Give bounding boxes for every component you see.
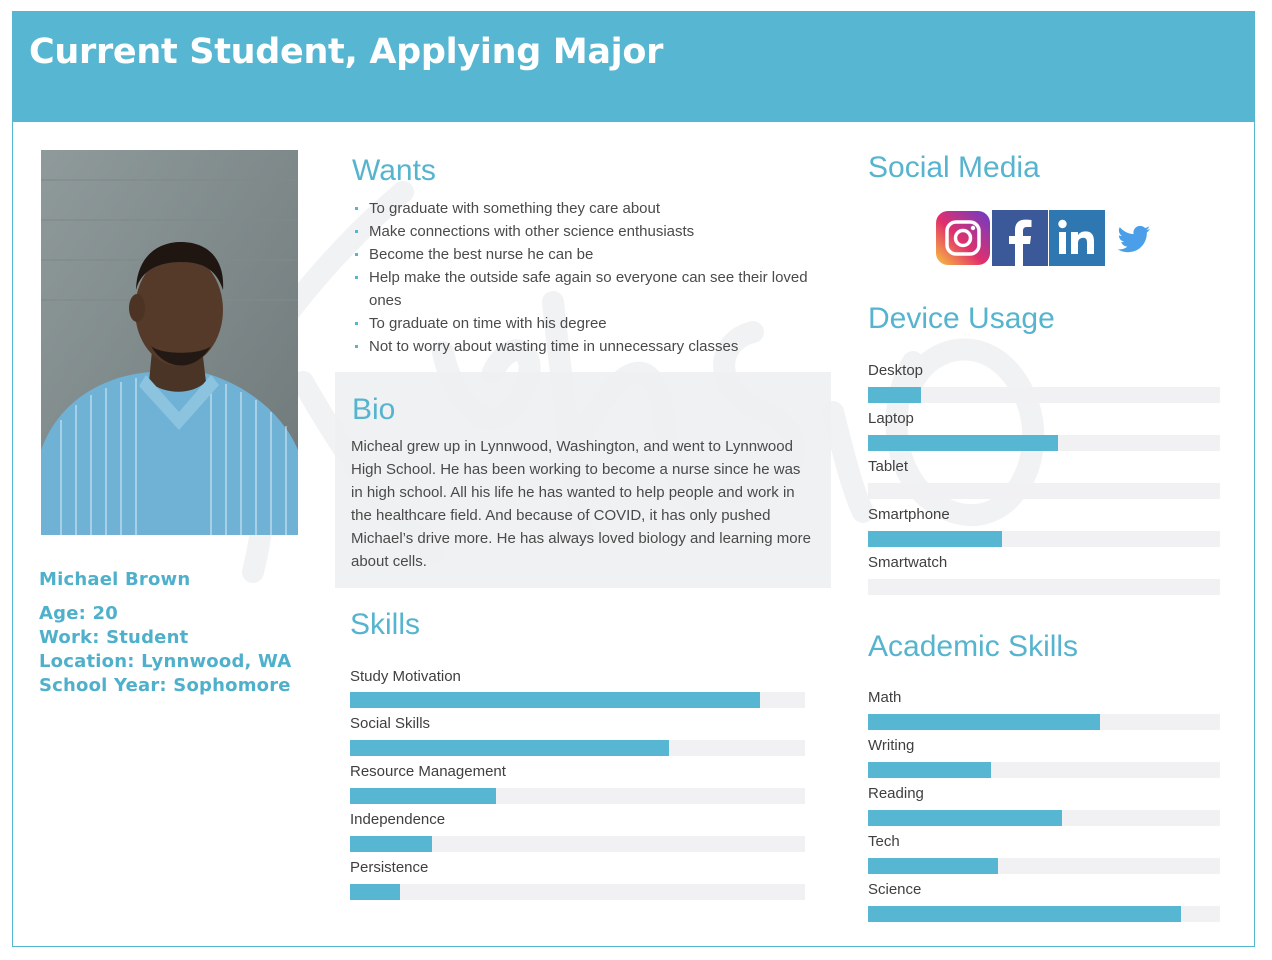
skill-bar-fill bbox=[350, 740, 669, 756]
device-label: Desktop bbox=[868, 362, 924, 379]
twitter-icon[interactable] bbox=[1106, 210, 1162, 266]
academic-label: Math bbox=[868, 689, 902, 706]
profile-details bbox=[39, 568, 291, 698]
work-field: Work: Student bbox=[39, 627, 189, 648]
instagram-icon[interactable] bbox=[935, 210, 991, 266]
skill-label: Resource Management bbox=[350, 763, 506, 780]
persona-card bbox=[12, 11, 1255, 947]
device-bar-fill bbox=[868, 387, 921, 403]
location-field: Location: Lynnwood, WA bbox=[39, 651, 292, 672]
device-bar-track bbox=[868, 483, 1220, 499]
skill-bar-fill bbox=[350, 788, 496, 804]
academic-bar-track bbox=[868, 906, 1220, 922]
skill-label: Study Motivation bbox=[350, 668, 461, 685]
academic-bar-track bbox=[868, 810, 1220, 826]
device-bar-track bbox=[868, 435, 1220, 451]
skill-bar-track bbox=[350, 740, 805, 756]
academic-label: Reading bbox=[868, 785, 924, 802]
skill-bar-track bbox=[350, 836, 805, 852]
academic-bar-fill bbox=[868, 906, 1181, 922]
device-label: Smartwatch bbox=[868, 554, 948, 571]
skills-title: Skills bbox=[350, 608, 421, 641]
academic-bar-fill bbox=[868, 714, 1100, 730]
list-item: Make connections with other science enthusiasts bbox=[351, 220, 821, 243]
academic-label: Science bbox=[868, 881, 922, 898]
list-item: Become the best nurse he can be bbox=[351, 243, 821, 266]
skill-bar-fill bbox=[350, 692, 760, 708]
academic-bar-track bbox=[868, 714, 1220, 730]
academic-label: Writing bbox=[868, 737, 915, 754]
academic-bar-fill bbox=[868, 810, 1062, 826]
device-bar-track bbox=[868, 579, 1220, 595]
bio-title: Bio bbox=[352, 393, 396, 426]
academic-bar-track bbox=[868, 762, 1220, 778]
profile-photo bbox=[41, 150, 298, 535]
skill-label: Independence bbox=[350, 811, 446, 828]
skill-bar-fill bbox=[350, 836, 432, 852]
facebook-icon[interactable] bbox=[992, 210, 1048, 266]
device-bar-track bbox=[868, 387, 1220, 403]
skill-label: Persistence bbox=[350, 859, 429, 876]
list-item: To graduate on time with his degree bbox=[351, 312, 821, 335]
page-title: Current Student, Applying Major bbox=[29, 32, 664, 72]
device-bar-fill bbox=[868, 531, 1002, 547]
skill-bar-track bbox=[350, 884, 805, 900]
skill-label: Social Skills bbox=[350, 715, 431, 732]
header-banner bbox=[13, 12, 1254, 122]
device-label: Tablet bbox=[868, 458, 909, 475]
device-label: Laptop bbox=[868, 410, 914, 427]
bio-text: Micheal grew up in Lynnwood, Washington, and went to Lynnwood High School. He has been working to become a nurse since he was in high school. All his life he has wanted to help people and work in the healthcare field. And because of COVID, it has only pushed Michael’s drive more. He has always loved biology and learning more about cells. bbox=[351, 438, 811, 570]
wants-list bbox=[351, 197, 821, 358]
device-label: Smartphone bbox=[868, 506, 950, 523]
school-year-field: School Year: Sophomore bbox=[39, 675, 291, 696]
device-bar-fill bbox=[868, 435, 1058, 451]
skill-bar-track bbox=[350, 788, 805, 804]
list-item: To graduate with something they care about bbox=[351, 197, 821, 220]
skill-bar-track bbox=[350, 692, 805, 708]
social-icons bbox=[935, 210, 1162, 266]
academic-bar-fill bbox=[868, 762, 991, 778]
social-media-title: Social Media bbox=[868, 151, 1040, 184]
age-field: Age: 20 bbox=[39, 603, 118, 624]
skill-bar-fill bbox=[350, 884, 400, 900]
device-usage-title: Device Usage bbox=[868, 302, 1055, 335]
academic-bar-track bbox=[868, 858, 1220, 874]
list-item: Not to worry about wasting time in unnecessary classes bbox=[351, 335, 821, 358]
academic-label: Tech bbox=[868, 833, 900, 850]
academic-skills-title: Academic Skills bbox=[868, 630, 1079, 663]
linkedin-icon[interactable] bbox=[1049, 210, 1105, 266]
list-item: Help make the outside safe again so everyone can see their loved ones bbox=[351, 266, 821, 312]
academic-bar-fill bbox=[868, 858, 998, 874]
wants-title: Wants bbox=[352, 154, 436, 187]
person-name: Michael Brown bbox=[39, 569, 191, 590]
device-bar-track bbox=[868, 531, 1220, 547]
